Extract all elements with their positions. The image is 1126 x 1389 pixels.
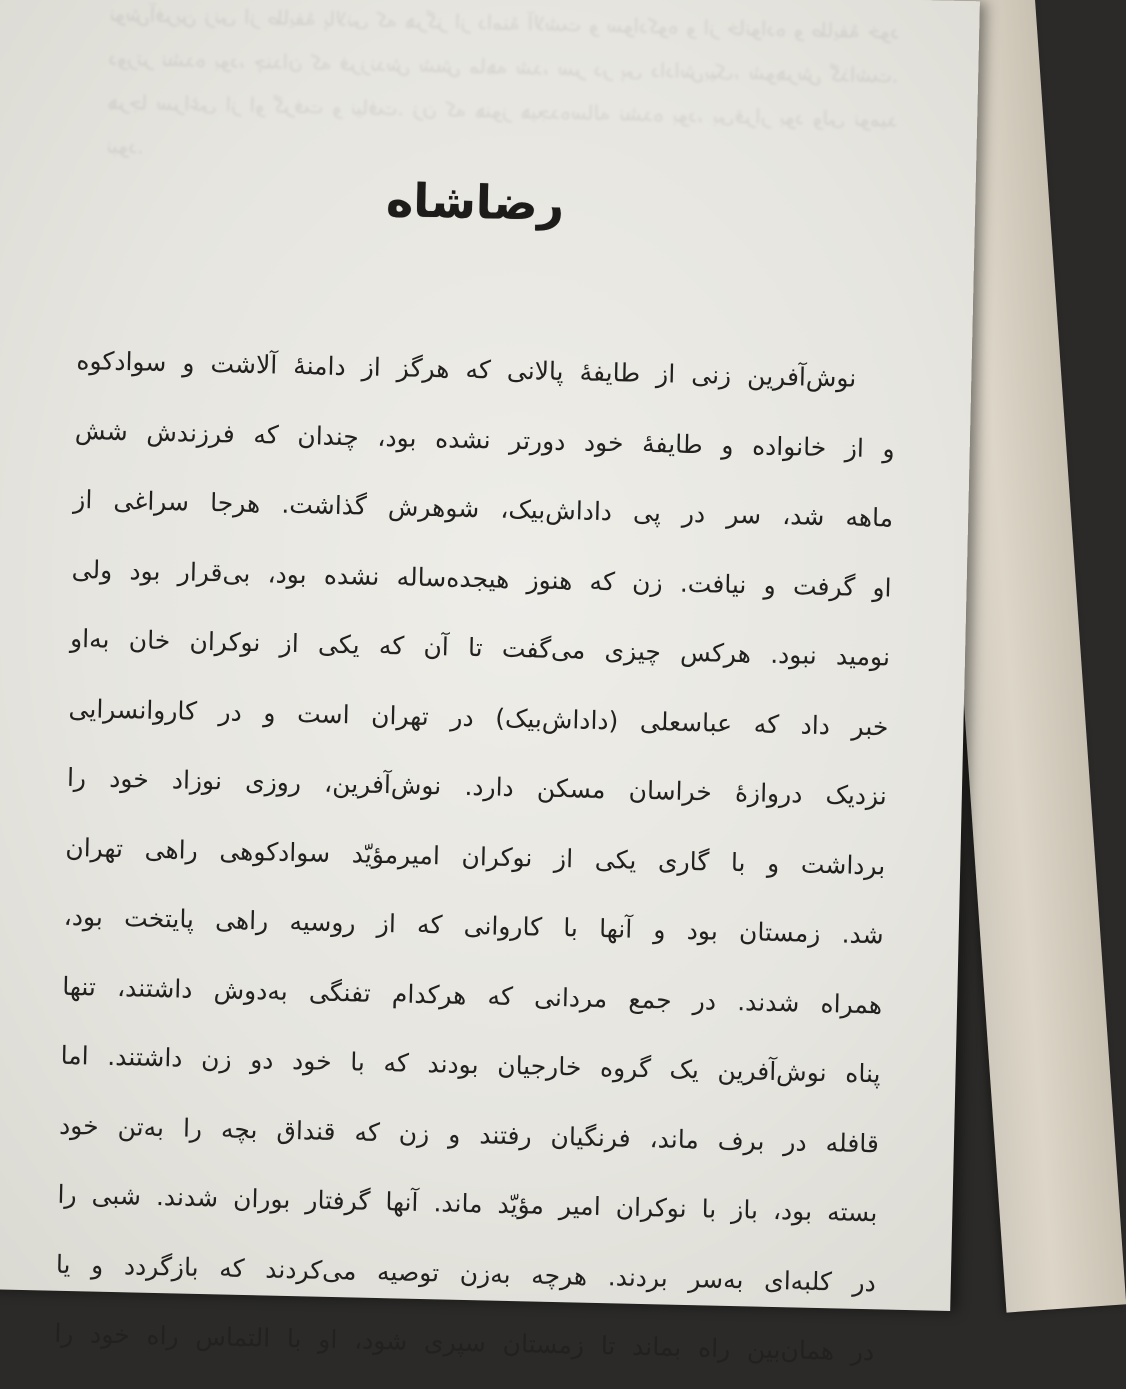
- chapter-title: رضاشاه: [385, 172, 565, 231]
- text-line: و از خانواده و طایفهٔ خود دورتر نشده بود، چندان که فرزندش شش: [74, 415, 896, 464]
- text-line: پناه نوش‌آفرین یک گروه خارجیان بودند که با خود دو زن داشتند. اما: [60, 1040, 881, 1089]
- text-line: خبر داد که عباسعلی (داداش‌بیک) در تهران است و در کاروانسرایی: [68, 693, 889, 741]
- text-line: نومید نبود. هرکس چیزی می‌گفت تا آن که یکی از نوکران خان به‌او: [69, 623, 891, 672]
- text-line: شد. زمستان بود و آنها با کاروانی که از روسیه راهی پایتخت بود،: [63, 901, 884, 950]
- text-line: قافله در برف ماند، فرنگیان رفتند و زن که قنداق بچه را به‌تن خود: [58, 1110, 880, 1158]
- text-line: او گرفت و نیافت. زن که هنوز هیجده‌ساله نشده بود، بی‌قرار بود ولی: [71, 554, 892, 602]
- text-line: در کلبه‌ای به‌سر بردند. هرچه به‌زن توصیه می‌کردند که بازگردد و یا: [55, 1249, 877, 1297]
- text-line: بسته بود، باز با نوکران امیر مؤیّد ماند. آنها گرفتار بوران شدند. شبی را: [57, 1179, 878, 1228]
- text-line: همراه شدند. در جمع مردانی که هرکدام تفنگی به‌دوش داشتند، تنها: [61, 971, 883, 1019]
- show-through-text: نوش‌آفرین زنی از طایفهٔ پالانی که هرگز از دامنهٔ آلاشت و سوادکوه و از خانواده و طایفهٔ خود دورتر نشده بود، چندان که فرزندش شش ماهه شد، سر در پی داداش‌بیک، شوهرش گذاشت. هرجا سراغی از او گرفت و نیافت. زن که هنوز هیجده‌ساله نشده بود، بی‌قرار بود ولی نومید نبود.: [106, 1, 900, 159]
- text-line: ماهه شد، سر در پی داداش‌بیک، شوهرش گذاشت. هرجا سراغی از: [73, 484, 894, 533]
- text-line: برداشت و با گاری یکی از نوکران امیرمؤیّد سوادکوهی راهی تهران: [65, 832, 886, 880]
- text-line: نوش‌آفرین زنی از طایفهٔ پالانی که هرگز از دامنهٔ آلاشت و سوادکوه: [76, 345, 857, 393]
- text-line: در همان‌بین راه بماند تا زمستان سپری شود، او با التماس راه خود را: [54, 1318, 875, 1367]
- text-line: نزدیک دروازهٔ خراسان مسکن دارد. نوش‌آفرین، روزی نوزاد خود را: [66, 762, 888, 811]
- paragraph: [54, 326, 897, 1387]
